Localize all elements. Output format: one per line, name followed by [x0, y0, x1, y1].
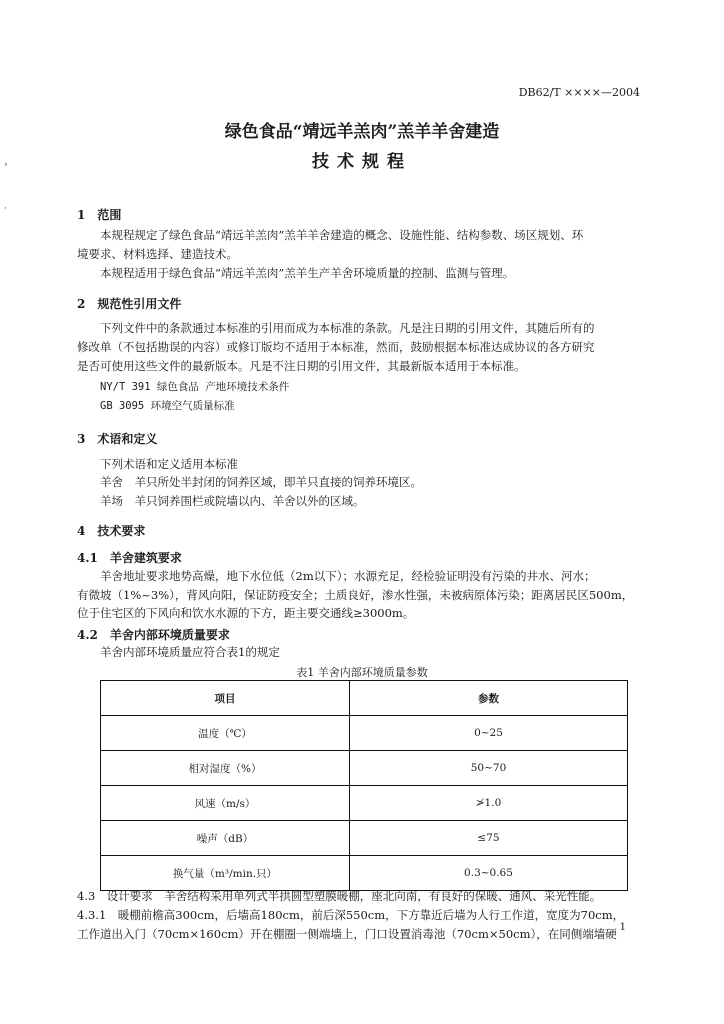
- reference-item: NY/T 391 绿色食品 产地环境技术条件: [100, 381, 290, 393]
- table-row: [101, 751, 628, 786]
- table-header-item: 项目: [101, 681, 350, 716]
- table-caption: 表1 羊舍内部环境质量参数: [296, 666, 428, 679]
- section-3-heading: 3 术语和定义: [77, 432, 158, 446]
- table-cell-value: 0~25: [350, 716, 628, 751]
- table-cell-item: 温度（℃）: [101, 716, 350, 751]
- page-number: 1: [619, 922, 626, 933]
- section-2-paragraph: 修改单（不包括勘误的内容）或修订版均不适用于本标准，然而，鼓励根据本标准达成协议的各方研究: [77, 340, 595, 354]
- table-cell-item: 风速（m/s）: [101, 786, 350, 821]
- margin-mark: ·: [4, 204, 7, 214]
- section-4-1-paragraph: 羊舍地址要求地势高燥，地下水位低（2m以下）；水源充足，经检验证明没有污染的井水、河水；: [100, 569, 596, 583]
- doc-number: DB62/T ××××—2004: [518, 86, 640, 99]
- section-4-heading: 4 技术要求: [77, 524, 146, 538]
- table-row: [101, 821, 628, 856]
- section-1-paragraph: 本规程适用于绿色食品“靖远羊羔肉”羔羊生产羊舍环境质量的控制、监测与管理。: [100, 266, 515, 280]
- doc-title-line1: 绿色食品“靖远羊羔肉”羔羊羊舍建造: [224, 122, 500, 142]
- table-cell-item: 换气量（m³/min.只）: [101, 856, 350, 891]
- table-row: [101, 856, 628, 891]
- table-cell-item: 噪声（dB）: [101, 821, 350, 856]
- table-cell-value: 50~70: [350, 751, 628, 786]
- section-2-heading: 2 规范性引用文件: [77, 297, 182, 311]
- section-1-heading: 1 范围: [77, 208, 122, 222]
- section-2-paragraph: 下列文件中的条款通过本标准的引用而成为本标准的条款。凡是注日期的引用文件，其随后所有的: [100, 321, 595, 335]
- section-4-3-paragraph: 4.3 设计要求 羊舍结构采用单列式半拱圆型塑膜暖棚，座北向南，有良好的保暖、通风、采光性能。: [77, 889, 602, 903]
- environment-parameter-table: [100, 680, 628, 891]
- section-4-3-1-paragraph: 工作道出入门（70cm×160cm）开在棚圈一侧端墙上，门口设置消毒池（70cm×50cm），在同侧端墙硬: [77, 927, 617, 941]
- table-cell-item: 相对湿度（%）: [101, 751, 350, 786]
- table-header-row: [101, 681, 628, 716]
- section-4-1-paragraph: 有微坡（1%~3%），背风向阳，保证防疫安全；土质良好，渗水性强，未被病原体污染；距离居民区500m，: [77, 588, 634, 602]
- table-cell-value: ≯1.0: [350, 786, 628, 821]
- term-definition: 羊舍 羊只所处半封闭的饲养区域，即羊只直接的饲养环境区。: [100, 475, 422, 489]
- doc-title-line2: 技术规程: [312, 152, 412, 172]
- section-4-3-1-paragraph: 4.3.1 暖棚前檐高300cm，后墙高180cm，前后深550cm，下方靠近后墙为人行工作道，宽度为70cm，: [77, 908, 625, 922]
- section-4-1-paragraph: 位于住宅区的下风向和饮水水源的下方，距主要交通线≥3000m。: [77, 606, 415, 620]
- section-4-1-heading: 4.1 羊舍建筑要求: [77, 551, 182, 565]
- table-row: [101, 716, 628, 751]
- table-cell-value: ≤75: [350, 821, 628, 856]
- section-3-intro: 下列术语和定义适用本标准: [100, 457, 238, 471]
- section-2-paragraph: 是否可使用这些文件的最新版本。凡是不注日期的引用文件，其最新版本适用于本标准。: [77, 359, 526, 373]
- table-header-value: 参数: [350, 681, 628, 716]
- margin-mark: ›: [4, 160, 8, 170]
- table-row: [101, 786, 628, 821]
- table-cell-value: 0.3~0.65: [350, 856, 628, 891]
- reference-item: GB 3095 环境空气质量标准: [100, 400, 235, 412]
- section-4-2-intro: 羊舍内部环境质量应符合表1的规定: [100, 645, 280, 659]
- section-1-paragraph: 境要求、材料选择、建造技术。: [77, 247, 238, 261]
- section-4-2-heading: 4.2 羊舍内部环境质量要求: [77, 628, 230, 642]
- term-definition: 羊场 羊只饲养围栏或院墙以内、羊舍以外的区域。: [100, 494, 365, 508]
- section-1-paragraph: 本规程规定了绿色食品“靖远羊羔肉”羔羊羊舍建造的概念、设施性能、结构参数、场区规划、环: [100, 228, 584, 242]
